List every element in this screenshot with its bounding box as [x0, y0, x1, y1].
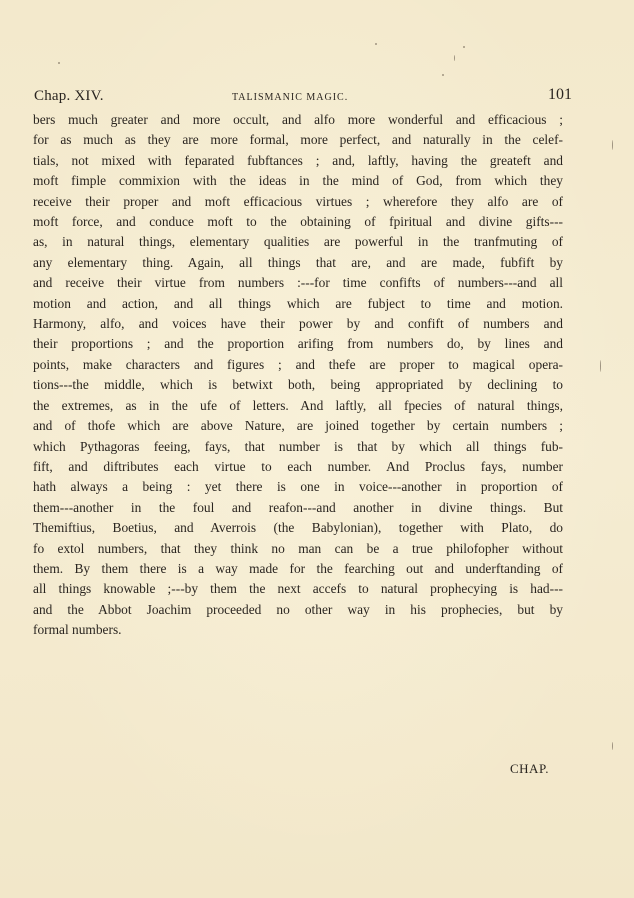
text-line: receive their proper and moft efficacious virtues ; wherefore they alfo are of: [33, 193, 563, 209]
paper-speck: [600, 360, 601, 372]
text-line: tions---the middle, which is betwixt both, being appropriated by declining to: [33, 377, 563, 393]
text-line: motion and action, and all things which are fubject to time and motion.: [33, 295, 563, 311]
text-line: points, make characters and figures ; and thefe are proper to magical opera-: [33, 356, 563, 372]
text-line: bers much greater and more occult, and alfo more wonderful and efficacious ;: [33, 112, 563, 127]
paper-speck: [612, 742, 613, 750]
text-line: their proportions ; and the proportion arifing from numbers do, by lines and: [33, 336, 563, 352]
text-line: which Pythagoras feeing, fays, that number is that by which all things fub-: [33, 438, 563, 454]
text-line: for as much as they are more formal, more perfect, and naturally in the celef-: [33, 132, 563, 148]
text-line: Harmony, alfo, and voices have their power by and confift of numbers and: [33, 316, 563, 332]
paper-speck: [442, 74, 444, 76]
paper-speck: [612, 140, 613, 150]
paper-speck: [454, 55, 455, 61]
body-text: [33, 110, 563, 641]
catchword: CHAP.: [510, 761, 549, 776]
text-line: fo extol numbers, that they think no man can be a true philofopher without: [33, 540, 563, 556]
paper-speck: [375, 43, 377, 45]
text-line: moft fimple commixion with the ideas in the mind of God, from which they: [33, 173, 563, 189]
paper-speck: [463, 46, 465, 48]
running-header: [34, 86, 572, 108]
page-number: 101: [548, 86, 572, 103]
text-line: and of thofe which are above Nature, are joined together by certain numbers ;: [33, 418, 563, 434]
text-line: and receive their virtue from numbers :---for time confifts of numbers---and all: [33, 275, 563, 291]
text-line: tials, not mixed with feparated fubftances ; and, laftly, having the greateft and: [33, 152, 563, 168]
chapter-label: Chap. XIV.: [34, 88, 104, 104]
text-line: all things knowable ;---by them the next accefs to natural prophecying is had---: [33, 581, 563, 597]
text-line: moft force, and conduce moft to the obtaining of fpiritual and divine gifts---: [33, 214, 563, 230]
paper-speck: [58, 62, 60, 64]
running-title: TALISMANIC MAGIC.: [232, 92, 349, 103]
text-line: formal numbers.: [33, 622, 122, 638]
text-line: the extremes, as in the ufe of letters. And laftly, all fpecies of natural things,: [33, 397, 563, 413]
text-line: as, in natural things, elementary qualities are powerful in the tranfmuting of: [33, 234, 563, 250]
text-line: fift, and diftributes each virtue to each number. And Proclus fays, number: [33, 458, 563, 474]
text-line: hath always a being : yet there is one in voice---another in proportion of: [33, 479, 563, 495]
text-line: any elementary thing. Again, all things that are, and are made, fubfift by: [33, 254, 563, 270]
text-line: Themiftius, Boetius, and Averrois (the Babylonian), together with Plato, do: [33, 520, 563, 536]
text-line: them---another in the foul and reafon---and another in divine things. But: [33, 499, 563, 515]
text-line: them. By them there is a way made for the fearching out and underftanding of: [33, 560, 563, 576]
text-line: and the Abbot Joachim proceeded no other way in his prophecies, but by: [33, 601, 563, 617]
